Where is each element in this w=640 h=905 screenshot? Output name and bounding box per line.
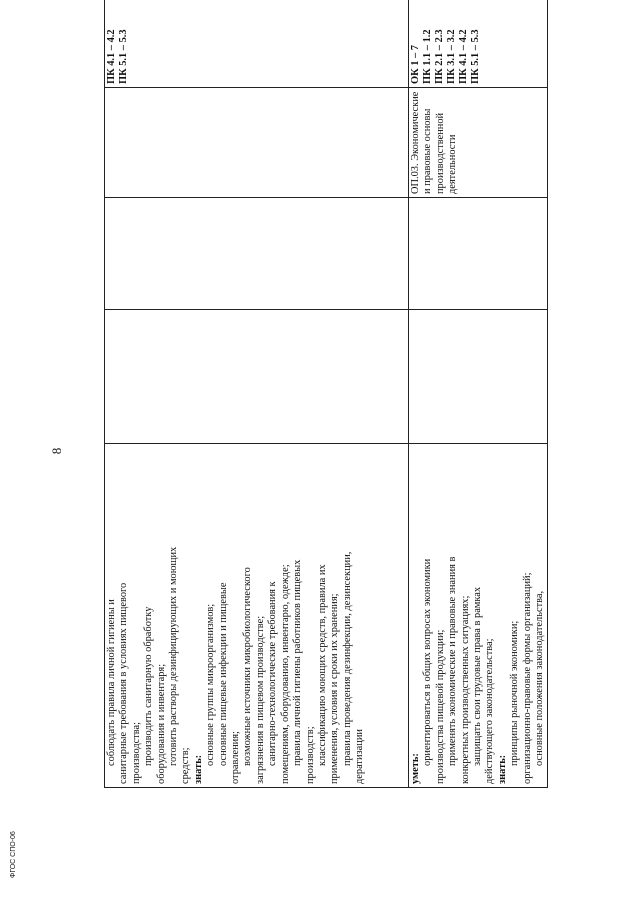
- requirement-line: знать:: [192, 754, 204, 784]
- requirement-line: действующего законодательства;: [484, 638, 496, 784]
- empty-cell: [409, 198, 548, 310]
- competency-code: ОК 1 – 7: [410, 45, 421, 84]
- rotated-table-page: [104, 29, 546, 788]
- empty-cell: [105, 310, 409, 444]
- requirement-line: средств;: [180, 747, 192, 784]
- table-row: [105, 0, 409, 788]
- requirement-line: правила проведения дезинфекции, дезинсекции,: [341, 551, 353, 766]
- discipline-cell: [105, 88, 409, 198]
- competencies-cell: [105, 0, 409, 88]
- requirement-line: применения, условия и сроки их хранения;: [329, 593, 341, 784]
- requirement-line: отравления;: [230, 731, 242, 784]
- competency-code: ПК 5.1 – 5.3: [470, 29, 481, 84]
- requirements-cell: [409, 444, 548, 788]
- requirement-line: ориентироваться в общих вопросах экономики: [422, 558, 434, 766]
- requirement-line: конкретных производственных ситуациях;: [459, 595, 471, 784]
- requirement-line: производства пищевой продукции;: [434, 629, 446, 784]
- empty-cell: [105, 198, 409, 310]
- requirement-line: санитарные требования в условиях пищевого: [118, 582, 130, 784]
- requirement-line: соблюдать правила личной гигиены и: [106, 599, 117, 766]
- requirement-line: знать:: [496, 754, 508, 784]
- requirement-line: санитарно-технологические требования к: [267, 581, 279, 766]
- requirement-line: основные положения законодательства,: [534, 590, 546, 766]
- page-number: 8: [49, 447, 64, 455]
- competency-code: ПК 1.1 – 1.2: [422, 29, 433, 84]
- requirement-line: защищать свои трудовые права в рамках: [472, 586, 484, 766]
- requirement-line: производств;: [304, 726, 316, 784]
- requirement-line: принципы рыночной экономики;: [509, 620, 521, 766]
- requirement-line: загрязнения в пищевом производстве;: [254, 615, 266, 784]
- competency-code: ПК 4.1 – 4.2: [106, 29, 117, 84]
- requirement-line: организационно-правовые формы организаций;: [521, 572, 533, 784]
- requirement-line: применять экономические и правовые знания в: [447, 556, 459, 766]
- competency-table: [104, 0, 548, 788]
- requirement-line: правила личной гигиены работников пищевых: [292, 559, 304, 766]
- requirement-line: основные группы микроорганизмов;: [205, 603, 217, 766]
- footer-code: ФГОС СПО-06: [10, 831, 17, 878]
- requirement-line: готовить растворы дезинфицирующих и моющих: [168, 546, 180, 766]
- requirement-line: основные пищевые инфекции и пищевые: [217, 582, 229, 766]
- requirement-line: возможные источники микробиологического: [242, 567, 254, 766]
- requirement-line: производства;: [130, 721, 142, 784]
- requirement-line: классификацию моющих средств, правила их: [316, 564, 328, 766]
- requirement-line: уметь:: [410, 753, 421, 784]
- table-row: [409, 0, 548, 788]
- requirement-line: дератизации: [354, 729, 366, 784]
- competencies-cell: [409, 0, 548, 88]
- competency-code: ПК 3.1 – 3.2: [446, 29, 457, 84]
- competency-code: ПК 4.1 – 4.2: [458, 29, 469, 84]
- discipline-cell: ОП.03. Экономические и правовые основы производственной деятельности: [409, 88, 548, 198]
- requirement-line: помещениям, оборудованию, инвентарю, одежде;: [279, 564, 291, 784]
- empty-cell: [409, 310, 548, 444]
- competency-code: ПК 5.1 – 5.3: [118, 29, 129, 84]
- competency-code: ПК 2.1 – 2.3: [434, 29, 445, 84]
- requirement-line: производить санитарную обработку: [143, 606, 155, 766]
- requirement-line: оборудования и инвентаря;: [155, 663, 167, 784]
- requirements-cell: [105, 444, 409, 788]
